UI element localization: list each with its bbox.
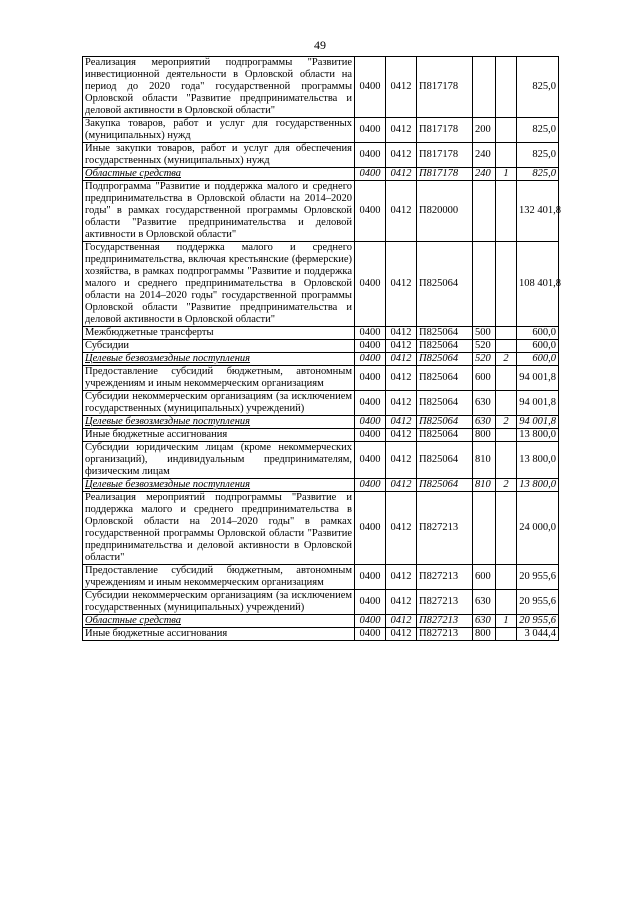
expense-type-code: 800 — [473, 429, 496, 442]
amount: 24 000,0 — [517, 492, 559, 565]
section-code: 0400 — [355, 416, 386, 429]
expense-type-code: 240 — [473, 143, 496, 168]
expense-type-code: 630 — [473, 590, 496, 615]
target-article-code: П825064 — [417, 416, 473, 429]
expense-type-code: 600 — [473, 366, 496, 391]
table-row — [83, 590, 559, 615]
expense-type-code: 600 — [473, 565, 496, 590]
section-code: 0400 — [355, 429, 386, 442]
amount: 13 800,0 — [517, 429, 559, 442]
budget-table — [82, 56, 559, 641]
funding-source-code — [496, 242, 517, 327]
row-name: Иные закупки товаров, работ и услуг для обеспечения государственных (муниципальных) нужд — [83, 143, 355, 168]
subsection-code: 0412 — [386, 590, 417, 615]
row-name: Межбюджетные трансферты — [83, 327, 355, 340]
target-article-code: П817178 — [417, 57, 473, 118]
row-name: Субсидии юридическим лицам (кроме некоммерческих организаций), индивидуальным предпринимателям, физическим лицам — [83, 442, 355, 479]
funding-source-code: 1 — [496, 615, 517, 628]
funding-source-code: 1 — [496, 168, 517, 181]
row-name: Областные средства — [83, 615, 355, 628]
target-article-code: П825064 — [417, 366, 473, 391]
amount: 20 955,6 — [517, 615, 559, 628]
expense-type-code: 630 — [473, 391, 496, 416]
expense-type-code: 520 — [473, 353, 496, 366]
row-name: Областные средства — [83, 168, 355, 181]
row-name: Предоставление субсидий бюджетным, автономным учреждениям и иным некоммерческим организациям — [83, 565, 355, 590]
target-article-code: П827213 — [417, 628, 473, 641]
row-name: Субсидии некоммерческим организациям (за исключением государственных (муниципальных) учреждений) — [83, 391, 355, 416]
funding-source-code — [496, 391, 517, 416]
row-name: Реализация мероприятий подпрограммы "Развитие и поддержка малого и среднего предпринимательства в Орловской области на 2014–2020 годы" в рамках государственной программы Орловской области "Развитие предпринимательства и деловой активности в Орловской области" — [83, 492, 355, 565]
section-code: 0400 — [355, 57, 386, 118]
section-code: 0400 — [355, 181, 386, 242]
target-article-code: П825064 — [417, 242, 473, 327]
subsection-code: 0412 — [386, 429, 417, 442]
section-code: 0400 — [355, 628, 386, 641]
subsection-code: 0412 — [386, 416, 417, 429]
table-row — [83, 353, 559, 366]
table-row — [83, 340, 559, 353]
section-code: 0400 — [355, 492, 386, 565]
section-code: 0400 — [355, 479, 386, 492]
expense-type-code: 500 — [473, 327, 496, 340]
section-code: 0400 — [355, 615, 386, 628]
row-name: Целевые безвозмездные поступления — [83, 353, 355, 366]
subsection-code: 0412 — [386, 143, 417, 168]
funding-source-code — [496, 492, 517, 565]
target-article-code: П825064 — [417, 479, 473, 492]
target-article-code: П825064 — [417, 442, 473, 479]
table-row — [83, 628, 559, 641]
target-article-code: П827213 — [417, 492, 473, 565]
funding-source-code — [496, 442, 517, 479]
section-code: 0400 — [355, 327, 386, 340]
table-row — [83, 327, 559, 340]
table-row — [83, 181, 559, 242]
funding-source-code — [496, 590, 517, 615]
expense-type-code: 240 — [473, 168, 496, 181]
section-code: 0400 — [355, 565, 386, 590]
amount: 94 001,8 — [517, 391, 559, 416]
section-code: 0400 — [355, 366, 386, 391]
table-row — [83, 416, 559, 429]
subsection-code: 0412 — [386, 168, 417, 181]
row-name: Субсидии — [83, 340, 355, 353]
expense-type-code — [473, 57, 496, 118]
subsection-code: 0412 — [386, 353, 417, 366]
row-name: Подпрограмма "Развитие и поддержка малого и среднего предпринимательства в Орловской области на 2014–2020 годы" в рамках государственной программы Орловской области "Развитие предпринимательства и деловой активности в Орловской области" — [83, 181, 355, 242]
subsection-code: 0412 — [386, 242, 417, 327]
row-name: Целевые безвозмездные поступления — [83, 479, 355, 492]
table-row — [83, 57, 559, 118]
row-name: Иные бюджетные ассигнования — [83, 628, 355, 641]
amount: 600,0 — [517, 327, 559, 340]
section-code: 0400 — [355, 590, 386, 615]
section-code: 0400 — [355, 242, 386, 327]
row-name: Закупка товаров, работ и услуг для государственных (муниципальных) нужд — [83, 118, 355, 143]
expense-type-code: 810 — [473, 442, 496, 479]
expense-type-code — [473, 242, 496, 327]
amount: 94 001,8 — [517, 366, 559, 391]
target-article-code: П825064 — [417, 391, 473, 416]
section-code: 0400 — [355, 353, 386, 366]
subsection-code: 0412 — [386, 181, 417, 242]
target-article-code: П820000 — [417, 181, 473, 242]
funding-source-code — [496, 143, 517, 168]
funding-source-code — [496, 565, 517, 590]
budget-table-body — [83, 57, 559, 641]
funding-source-code — [496, 340, 517, 353]
table-row — [83, 442, 559, 479]
amount: 3 044,4 — [517, 628, 559, 641]
row-name: Целевые безвозмездные поступления — [83, 416, 355, 429]
subsection-code: 0412 — [386, 479, 417, 492]
expense-type-code — [473, 181, 496, 242]
target-article-code: П825064 — [417, 353, 473, 366]
table-row — [83, 366, 559, 391]
target-article-code: П827213 — [417, 615, 473, 628]
target-article-code: П825064 — [417, 429, 473, 442]
funding-source-code: 2 — [496, 479, 517, 492]
amount: 20 955,6 — [517, 565, 559, 590]
section-code: 0400 — [355, 168, 386, 181]
subsection-code: 0412 — [386, 327, 417, 340]
table-row — [83, 143, 559, 168]
funding-source-code: 2 — [496, 353, 517, 366]
page-number: 49 — [314, 38, 326, 52]
expense-type-code — [473, 492, 496, 565]
target-article-code: П817178 — [417, 118, 473, 143]
table-row — [83, 615, 559, 628]
target-article-code: П825064 — [417, 340, 473, 353]
amount: 600,0 — [517, 353, 559, 366]
funding-source-code — [496, 429, 517, 442]
target-article-code: П817178 — [417, 143, 473, 168]
subsection-code: 0412 — [386, 492, 417, 565]
table-row — [83, 242, 559, 327]
subsection-code: 0412 — [386, 340, 417, 353]
amount: 13 800,0 — [517, 442, 559, 479]
amount: 132 401,8 — [517, 181, 559, 242]
funding-source-code: 2 — [496, 416, 517, 429]
table-row — [83, 492, 559, 565]
row-name: Иные бюджетные ассигнования — [83, 429, 355, 442]
target-article-code: П827213 — [417, 590, 473, 615]
table-row — [83, 168, 559, 181]
amount: 825,0 — [517, 118, 559, 143]
funding-source-code — [496, 327, 517, 340]
section-code: 0400 — [355, 143, 386, 168]
expense-type-code: 630 — [473, 615, 496, 628]
table-row — [83, 118, 559, 143]
amount: 20 955,6 — [517, 590, 559, 615]
amount: 94 001,8 — [517, 416, 559, 429]
subsection-code: 0412 — [386, 57, 417, 118]
table-row — [83, 429, 559, 442]
funding-source-code — [496, 628, 517, 641]
subsection-code: 0412 — [386, 366, 417, 391]
expense-type-code: 200 — [473, 118, 496, 143]
expense-type-code: 810 — [473, 479, 496, 492]
expense-type-code: 630 — [473, 416, 496, 429]
table-row — [83, 479, 559, 492]
amount: 600,0 — [517, 340, 559, 353]
subsection-code: 0412 — [386, 442, 417, 479]
amount: 825,0 — [517, 143, 559, 168]
row-name: Субсидии некоммерческим организациям (за исключением государственных (муниципальных) учреждений) — [83, 590, 355, 615]
section-code: 0400 — [355, 118, 386, 143]
row-name: Предоставление субсидий бюджетным, автономным учреждениям и иным некоммерческим организациям — [83, 366, 355, 391]
row-name: Государственная поддержка малого и среднего предпринимательства, включая крестьянские (фермерские) хозяйства, в рамках подпрограммы "Развитие и поддержка малого и среднего предпринимательства в Орловской области на 2014–2020 годы" государственной программы Орловской области "Развитие предпринимательства и деловой активности в Орловской области" — [83, 242, 355, 327]
table-row — [83, 565, 559, 590]
section-code: 0400 — [355, 442, 386, 479]
funding-source-code — [496, 57, 517, 118]
row-name: Реализация мероприятий подпрограммы "Развитие инвестиционной деятельности в Орловской области на период до 2020 года" государственной программы Орловской области "Развитие предпринимательства и деловой активности в Орловской области" — [83, 57, 355, 118]
target-article-code: П817178 — [417, 168, 473, 181]
amount: 825,0 — [517, 57, 559, 118]
funding-source-code — [496, 366, 517, 391]
subsection-code: 0412 — [386, 565, 417, 590]
amount: 13 800,0 — [517, 479, 559, 492]
subsection-code: 0412 — [386, 391, 417, 416]
subsection-code: 0412 — [386, 118, 417, 143]
target-article-code: П825064 — [417, 327, 473, 340]
funding-source-code — [496, 118, 517, 143]
target-article-code: П827213 — [417, 565, 473, 590]
subsection-code: 0412 — [386, 628, 417, 641]
subsection-code: 0412 — [386, 615, 417, 628]
amount: 825,0 — [517, 168, 559, 181]
expense-type-code: 520 — [473, 340, 496, 353]
section-code: 0400 — [355, 340, 386, 353]
expense-type-code: 800 — [473, 628, 496, 641]
table-row — [83, 391, 559, 416]
funding-source-code — [496, 181, 517, 242]
amount: 108 401,8 — [517, 242, 559, 327]
section-code: 0400 — [355, 391, 386, 416]
